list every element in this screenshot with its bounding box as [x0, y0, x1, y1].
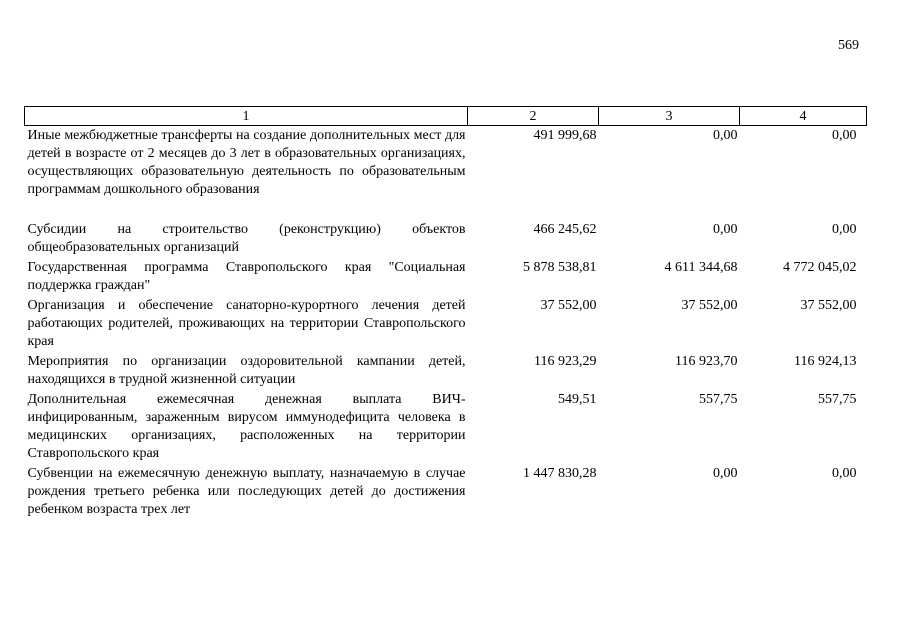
table-row	[25, 465, 867, 519]
row-value-col3: 0,00	[713, 222, 738, 237]
row-value-col2: 466 245,62	[533, 222, 597, 237]
row-value-col2: 1 447 830,28	[523, 466, 597, 481]
row-description: Дополнительная ежемесячная денежная выплата ВИЧ-инфицированным, зараженным вирусом иммунодефицита человека в медицинских организациях, расположенных на территории Ставропольского края	[27, 392, 466, 461]
table-header-row	[25, 107, 867, 126]
header-column-1: 1	[25, 107, 468, 126]
row-description: Мероприятия по организации оздоровительной кампании детей, находящихся в трудной жизненной ситуации	[27, 354, 466, 387]
row-value-col3: 0,00	[713, 128, 738, 143]
table-row	[25, 297, 867, 353]
page-number: 569	[838, 38, 859, 53]
header-column-4: 4	[740, 107, 867, 126]
row-value-col4: 0,00	[832, 128, 857, 143]
row-description: Субсидии на строительство (реконструкцию) объектов общеобразовательных организаций	[27, 222, 466, 255]
row-value-col3: 0,00	[713, 466, 738, 481]
row-value-col2: 491 999,68	[533, 128, 597, 143]
row-value-col4: 0,00	[832, 222, 857, 237]
budget-table	[24, 106, 867, 519]
row-value-col3: 557,75	[699, 392, 738, 407]
row-description: Иные межбюджетные трансферты на создание дополнительных мест для детей в возрасте от 2 месяцев до 3 лет в образовательных организациях, осуществляющих образовательную деятельность по образовательным программам дошкольного образования	[27, 128, 466, 197]
row-value-col4: 0,00	[832, 466, 857, 481]
row-description: Субвенции на ежемесячную денежную выплату, назначаемую в случае рождения третьего ребенка или последующих детей до достижения ребенком возраста трех лет	[27, 466, 466, 517]
table-row	[25, 391, 867, 465]
row-description: Государственная программа Ставропольского края "Социальная поддержка граждан"	[27, 260, 466, 293]
header-column-2: 2	[468, 107, 599, 126]
row-value-col4: 37 552,00	[800, 298, 857, 313]
row-value-col4: 116 924,13	[794, 354, 857, 369]
table-row	[25, 126, 867, 222]
header-column-3: 3	[599, 107, 740, 126]
table-row	[25, 259, 867, 297]
row-value-col3: 4 611 344,68	[664, 260, 738, 275]
row-value-col2: 5 878 538,81	[523, 260, 597, 275]
row-value-col2: 116 923,29	[534, 354, 597, 369]
row-value-col4: 557,75	[818, 392, 857, 407]
row-value-col3: 116 923,70	[675, 354, 738, 369]
table-row	[25, 353, 867, 391]
row-description: Организация и обеспечение санаторно-курортного лечения детей работающих родителей, проживающих на территории Ставропольского края	[27, 298, 466, 349]
row-value-col2: 37 552,00	[540, 298, 597, 313]
row-value-col4: 4 772 045,02	[783, 260, 857, 275]
table-row	[25, 221, 867, 259]
row-value-col2: 549,51	[558, 392, 597, 407]
row-value-col3: 37 552,00	[681, 298, 738, 313]
